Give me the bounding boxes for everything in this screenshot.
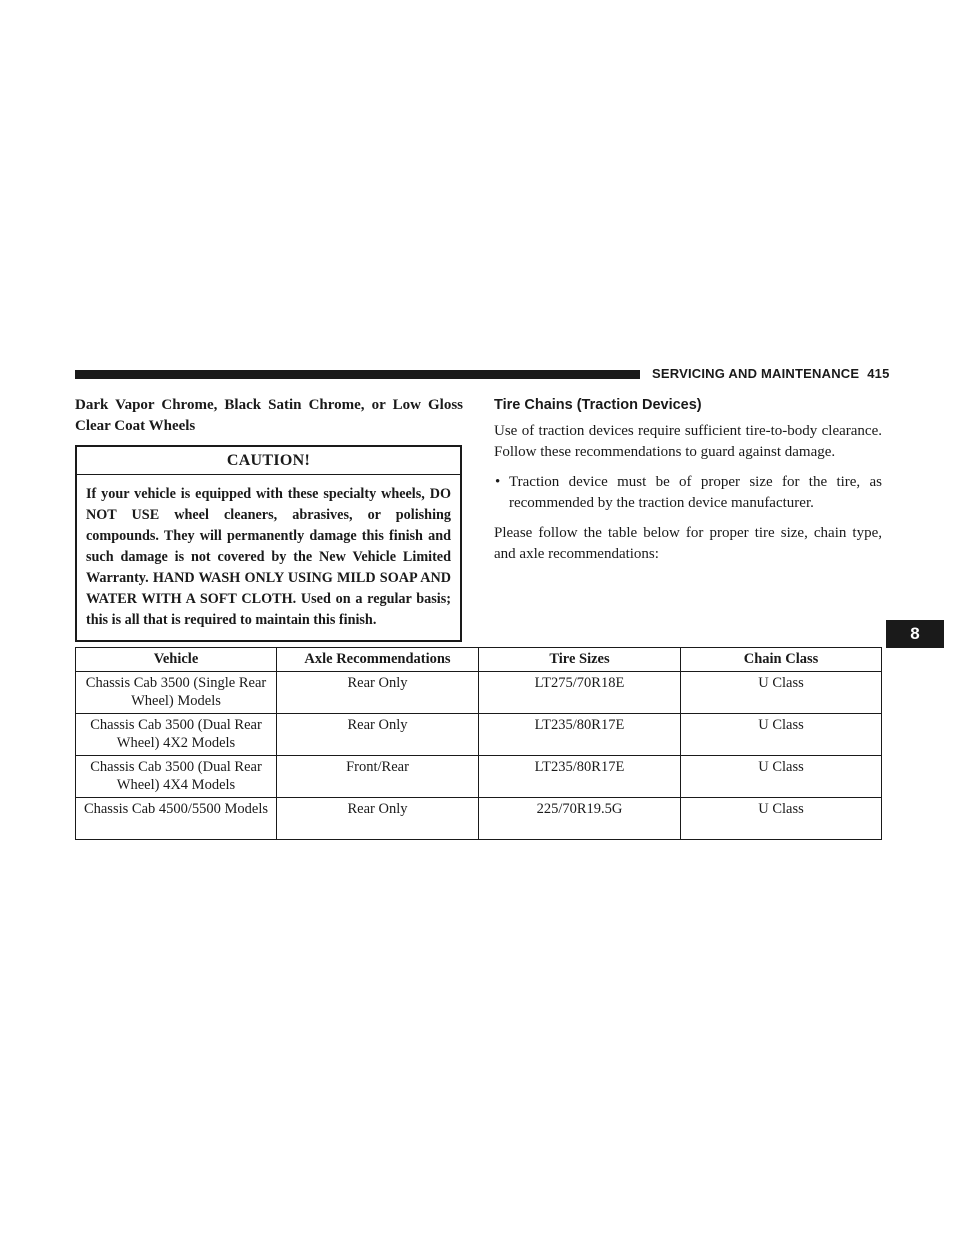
cell-axle: Rear Only	[277, 798, 479, 840]
caution-box	[75, 445, 462, 642]
col-header-tire-sizes: Tire Sizes	[479, 648, 681, 672]
tire-chain-table	[75, 647, 882, 840]
cell-tire-size: LT235/80R17E	[479, 756, 681, 798]
cell-vehicle: Chassis Cab 3500 (Dual Rear Wheel) 4X4 Models	[76, 756, 277, 798]
table-row	[76, 714, 882, 756]
table-header-row	[76, 648, 882, 672]
cell-vehicle: Chassis Cab 3500 (Dual Rear Wheel) 4X2 Models	[76, 714, 277, 756]
cell-tire-size: LT235/80R17E	[479, 714, 681, 756]
table-row	[76, 672, 882, 714]
caution-body: If your vehicle is equipped with these specialty wheels, DO NOT USE wheel cleaners, abrasives, or polishing compounds. They will permanently damage this finish and such damage is not covered by the New Vehicle Limited Warranty. HAND WASH ONLY USING MILD SOAP AND WATER WITH A SOFT CLOTH. Used on a regular basis; this is all that is required to maintain this finish.	[86, 486, 451, 628]
traction-paragraph: Use of traction devices require sufficient tire-to-body clearance. Follow these recommendations to guard against damage.	[494, 423, 882, 460]
cell-axle: Front/Rear	[277, 756, 479, 798]
header-rule	[75, 370, 640, 379]
cell-chain-class: U Class	[681, 756, 882, 798]
cell-tire-size: LT275/70R18E	[479, 672, 681, 714]
table-row	[76, 756, 882, 798]
cell-axle: Rear Only	[277, 672, 479, 714]
col-header-vehicle: Vehicle	[76, 648, 277, 672]
running-header	[652, 366, 890, 381]
tire-chains-heading: Tire Chains (Traction Devices)	[494, 397, 702, 413]
section-title: SERVICING AND MAINTENANCE	[652, 366, 860, 381]
caution-title: CAUTION!	[77, 447, 460, 475]
bullet-text: Traction device must be of proper size for the tire, as recommended by the traction device manufacturer.	[509, 474, 882, 511]
tire-chains-content	[494, 421, 882, 565]
cell-chain-class: U Class	[681, 798, 882, 840]
table-row	[76, 798, 882, 840]
cell-vehicle: Chassis Cab 4500/5500 Models	[76, 798, 277, 840]
page-number: 415	[867, 366, 890, 381]
col-header-chain-class: Chain Class	[681, 648, 882, 672]
bullet-icon: •	[495, 474, 501, 490]
wheel-care-heading: Dark Vapor Chrome, Black Satin Chrome, or Low Gloss Clear Coat Wheels	[75, 397, 463, 434]
col-header-axle: Axle Recommendations	[277, 648, 479, 672]
table-intro-paragraph: Please follow the table below for proper tire size, chain type, and axle recommendations:	[494, 525, 882, 562]
cell-chain-class: U Class	[681, 714, 882, 756]
cell-tire-size: 225/70R19.5G	[479, 798, 681, 840]
cell-vehicle: Chassis Cab 3500 (Single Rear Wheel) Models	[76, 672, 277, 714]
bullet-item	[494, 472, 882, 514]
chapter-tab[interactable]: 8	[886, 620, 944, 648]
cell-axle: Rear Only	[277, 714, 479, 756]
cell-chain-class: U Class	[681, 672, 882, 714]
